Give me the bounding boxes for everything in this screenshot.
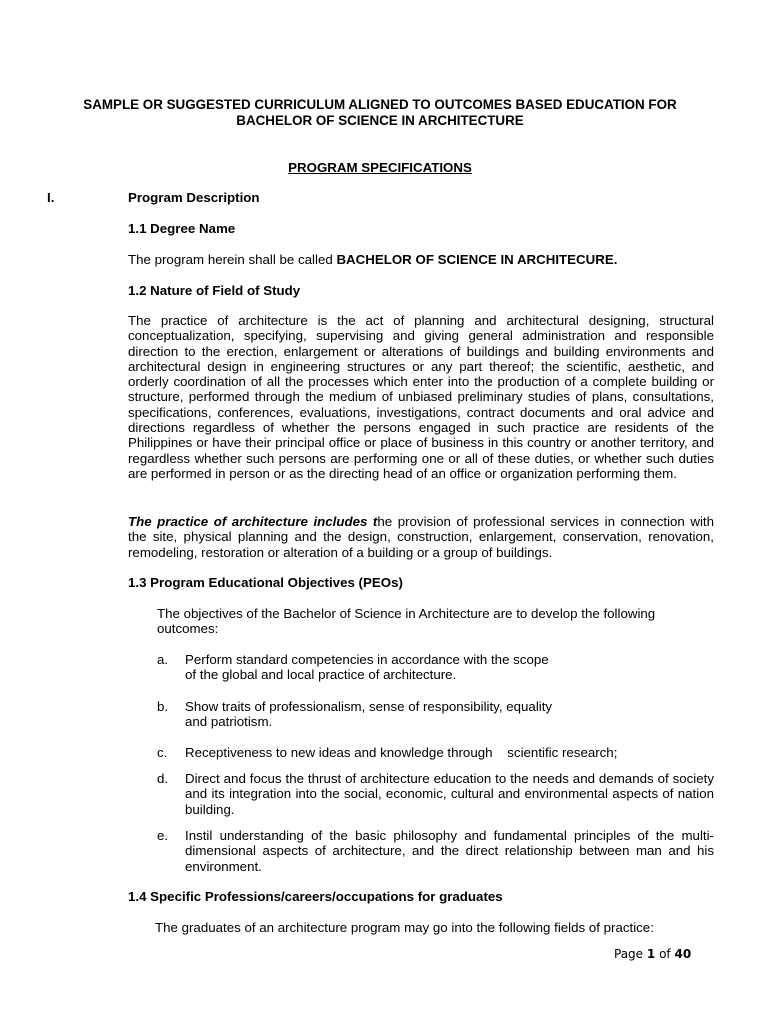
careers-heading: 1.4 Specific Professions/careers/occupations for graduates (128, 889, 503, 904)
list-item-text: Instil understanding of the basic philosophy and fundamental principles of the multi-dimensional aspects of architecture, and the direct relationship between man and his environment. (185, 828, 714, 874)
nature-of-field-paragraph: The practice of architecture is the act of planning and architectural designing, structural conceptualization, specifying, supervising and giving general administration and responsible direction to the erection, enlargement or alterations of buildings and building environments and architectural design in engineering structures or any part thereof; the scientific, aesthetic, and orderly coordination of all the processes which enter into the production of a complete building or structure, performed through the medium of unbiased preliminary studies of plans, consultations, specifications, conferences, evaluations, investigations, contract documents and oral advice and directions regardless of whether the persons engaged in such practice are residents of the Philippines or have their principal office or place of business in this country or another territory, and regardless whether such persons are performing one or all of these duties, or whether such duties are performed in person or as the directing head of an office or organization performing them. (128, 313, 714, 481)
degree-name-prefix: The program herein shall be called (128, 252, 337, 267)
list-item-label: d. (157, 771, 169, 786)
footer-of-word: of (659, 947, 671, 961)
nature-of-field-heading: 1.2 Nature of Field of Study (128, 283, 301, 298)
list-item (157, 745, 697, 761)
footer-page-number: 1 (646, 947, 656, 961)
list-item-text: Receptiveness to new ideas and knowledge through scientific research; (185, 745, 618, 760)
practice-includes-paragraph (128, 514, 714, 560)
footer-page-total: 40 (674, 947, 692, 961)
document-title-line-1: SAMPLE OR SUGGESTED CURRICULUM ALIGNED TO OUTCOMES BASED EDUCATION FOR (83, 97, 677, 112)
list-item (157, 699, 557, 731)
peo-heading: 1.3 Program Educational Objectives (PEOs) (128, 575, 403, 590)
list-item-text: Direct and focus the thrust of architecture education to the needs and demands of society and its integration into the social, economic, cultural and environmental aspects of nation building. (185, 771, 714, 817)
degree-name-bold: BACHELOR OF SCIENCE IN ARCHITECURE. (336, 252, 618, 267)
page-footer (614, 947, 691, 962)
footer-page-word: Page (614, 947, 644, 961)
document-title-line-2: BACHELOR OF SCIENCE IN ARCHITECTURE (236, 113, 524, 128)
list-item-label: e. (157, 828, 169, 843)
degree-name-text (128, 252, 617, 267)
section-title: Program Description (128, 190, 260, 205)
list-item-text: Show traits of professionalism, sense of responsibility, equality and patriotism. (185, 699, 553, 730)
peo-intro: The objectives of the Bachelor of Science in Architecture are to develop the following outcomes: (157, 606, 656, 637)
list-item (157, 652, 557, 684)
program-specifications-heading: PROGRAM SPECIFICATIONS (288, 160, 472, 175)
list-item-label: b. (157, 699, 169, 714)
list-item (157, 828, 714, 876)
degree-name-heading: 1.1 Degree Name (128, 221, 236, 236)
list-item-text: Perform standard competencies in accordance with the scope of the global and local practice of architecture. (185, 652, 549, 683)
list-item-label: a. (157, 652, 169, 667)
careers-intro: The graduates of an architecture program may go into the following fields of practice: (155, 920, 654, 935)
practice-includes-lead: The practice of architecture includes t (128, 514, 378, 529)
section-number: I. (47, 190, 55, 205)
practice-includes-rest: he provision of professional services in connection with the site, physical planning and the design, construction, enlargement, conservation, renovation, remodeling, restoration or alteration of a building or a group of buildings. (128, 514, 715, 560)
list-item-label: c. (157, 745, 168, 760)
list-item (157, 771, 714, 819)
